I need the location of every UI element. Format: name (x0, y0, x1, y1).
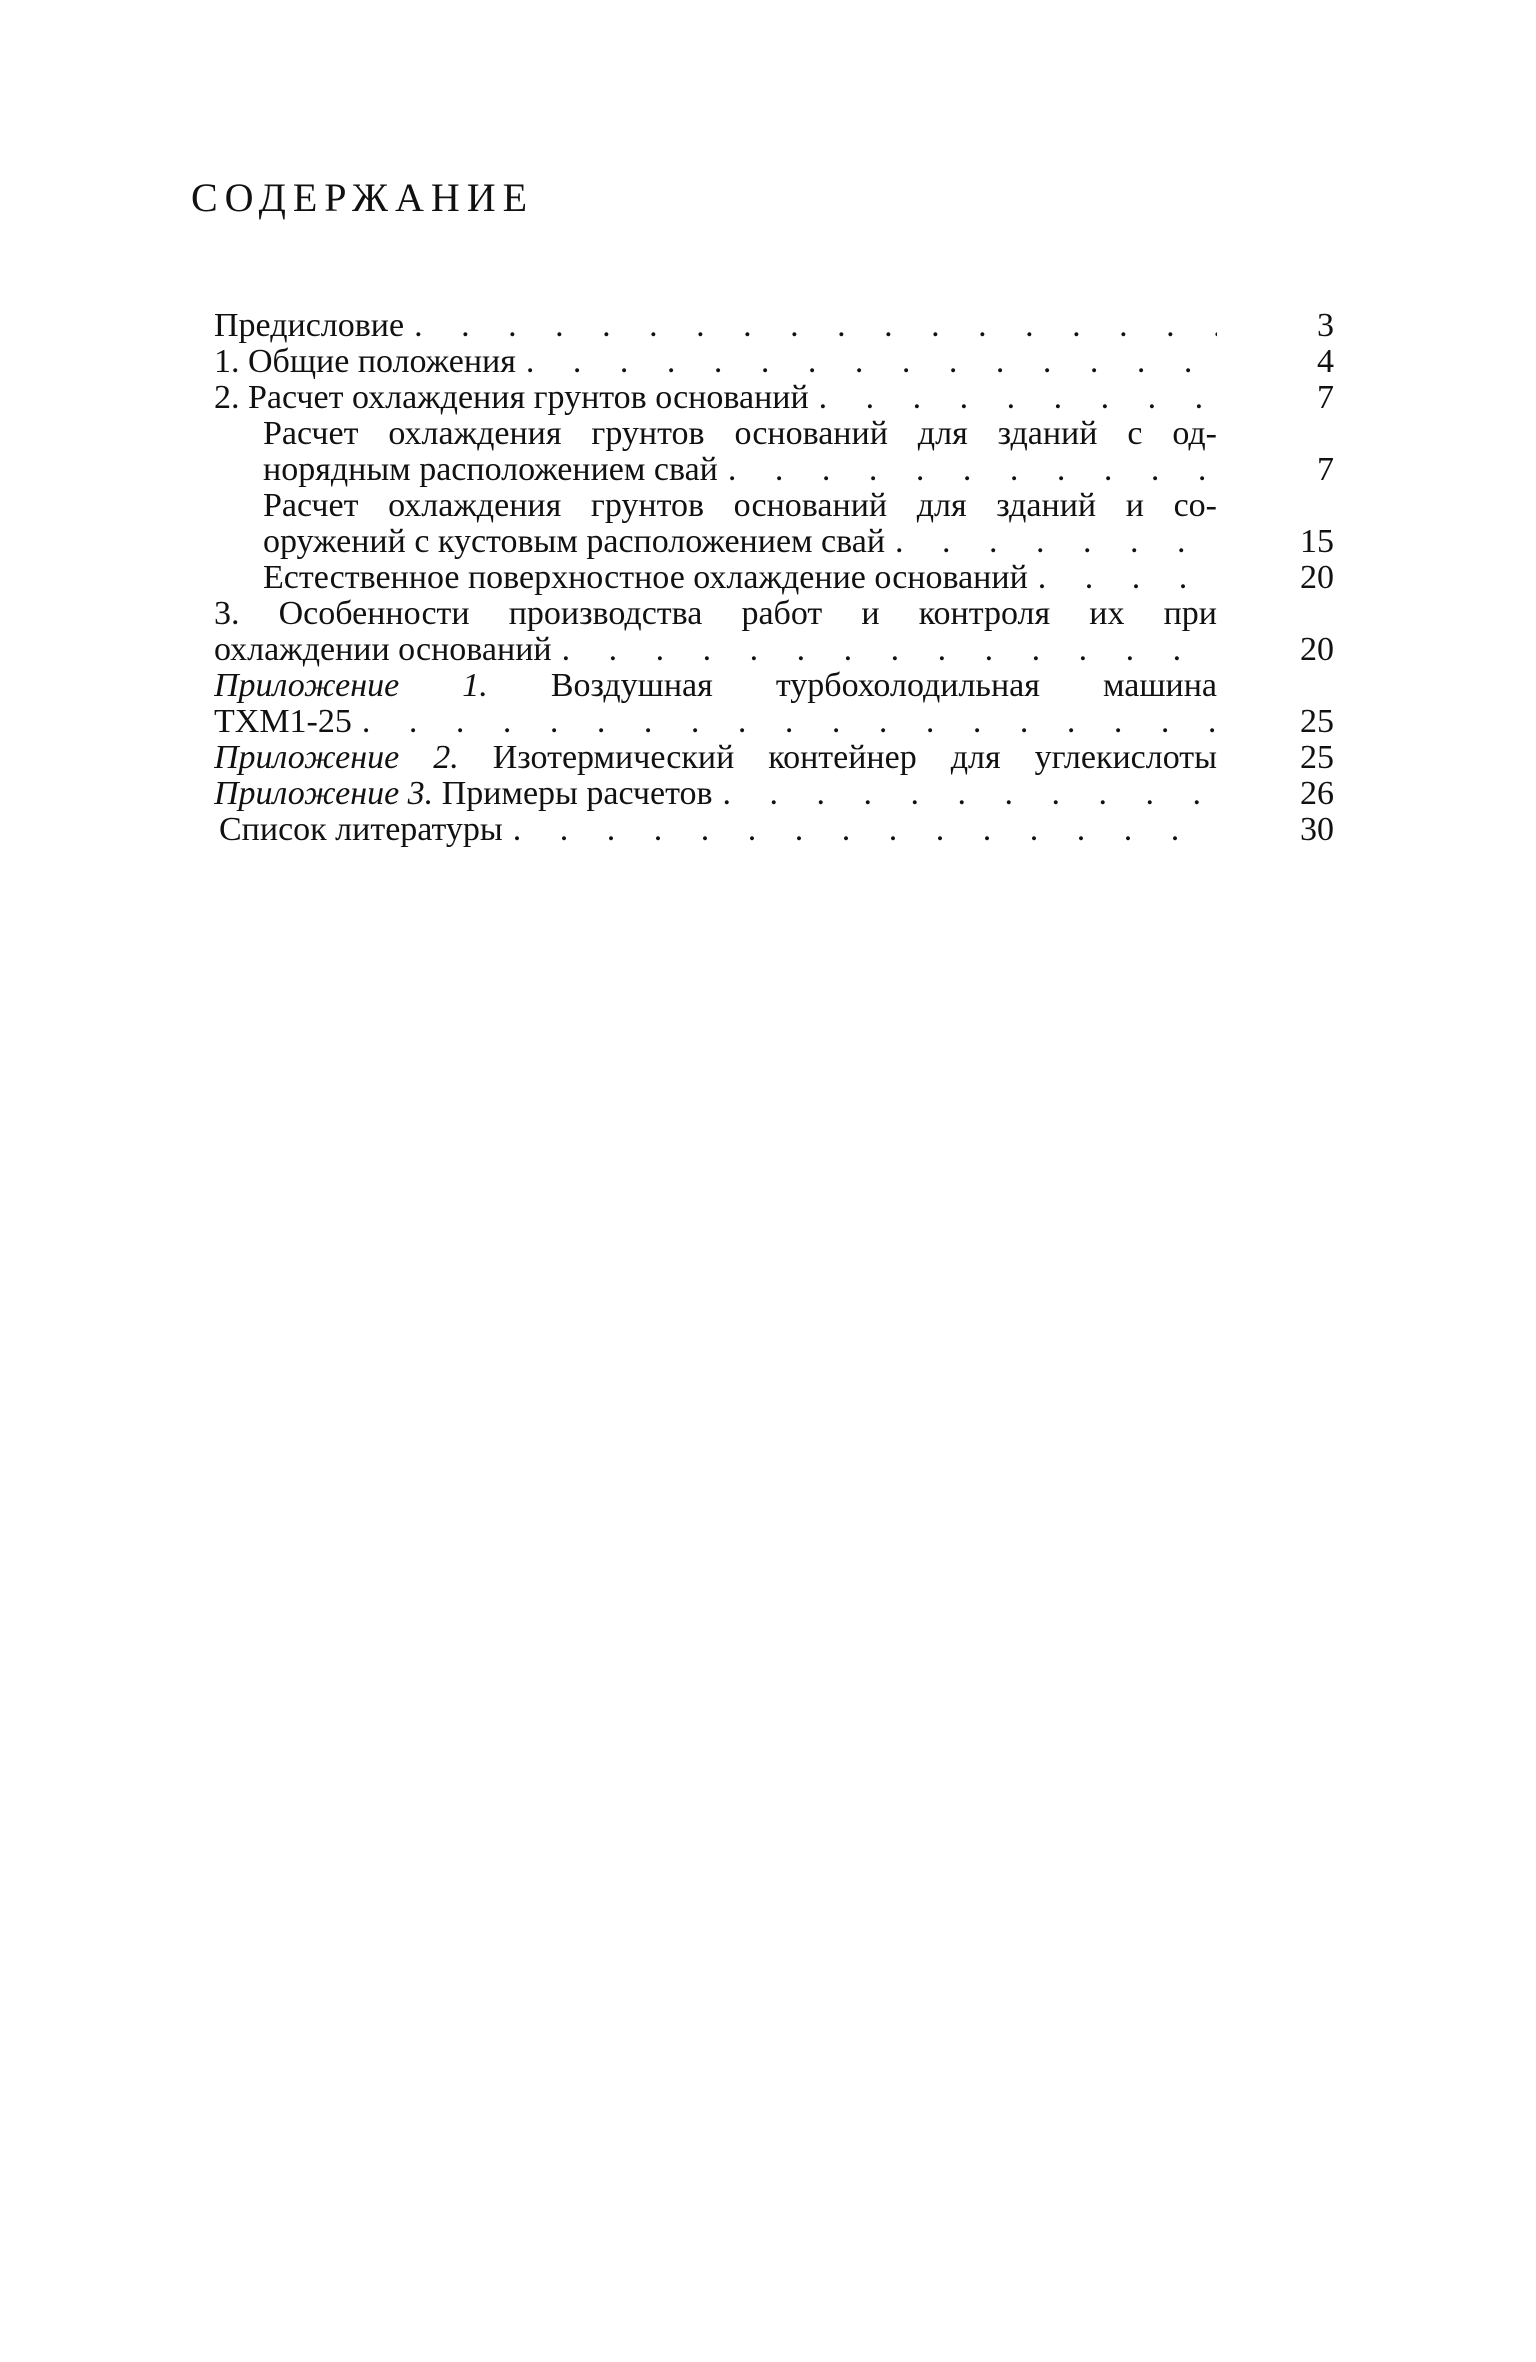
dot-leader (552, 632, 1217, 668)
toc-entry-label: Расчет охлаждения грунтов оснований для зданий с од- (263, 416, 1217, 452)
toc-entry-label: охлаждении оснований (214, 632, 552, 668)
appendix-prefix: Приложение 3. (214, 776, 434, 812)
toc-entry-section-2[interactable] (214, 380, 1334, 416)
dot-leader (885, 524, 1217, 560)
toc-entry-label (214, 668, 1217, 704)
appendix-title: Изотермический контейнер для углекислоты (492, 740, 1217, 776)
toc-entry-single-row-line-2[interactable] (214, 452, 1334, 488)
toc-entry-label: 2. Расчет охлаждения грунтов оснований (214, 380, 809, 416)
toc-page-number: 30 (1300, 811, 1334, 848)
toc-entry-label: Естественное поверхностное охлаждение оснований (263, 560, 1028, 596)
table-of-contents (214, 308, 1334, 848)
toc-entry-appendix-1-line-1[interactable] (214, 668, 1334, 704)
appendix-prefix: Приложение 2. (214, 740, 459, 776)
toc-entry-label: 3. Особенности производства работ и контроля их при (214, 596, 1217, 632)
toc-entry-label: Список литературы (219, 812, 503, 848)
toc-page-number: 4 (1317, 343, 1334, 380)
dot-leader (718, 452, 1217, 488)
dot-leader (713, 776, 1217, 812)
toc-entry-label (214, 740, 1217, 776)
page-title: СОДЕРЖАНИЕ (191, 175, 535, 220)
toc-entry-cluster-line-2[interactable] (214, 524, 1334, 560)
dot-leader (809, 380, 1217, 416)
toc-entry-cluster-line-1[interactable] (214, 488, 1334, 524)
toc-page-number: 3 (1317, 307, 1334, 344)
toc-entry-label: Расчет охлаждения грунтов оснований для зданий и со- (263, 488, 1217, 524)
toc-entry-label: 1. Общие положения (214, 344, 516, 380)
toc-entry-label (214, 776, 713, 812)
toc-entry-appendix-1-line-2[interactable] (214, 704, 1334, 740)
toc-entry-section-3-line-2[interactable] (214, 632, 1334, 668)
toc-entry-natural-cooling[interactable] (214, 560, 1334, 596)
toc-page-number: 20 (1300, 559, 1334, 596)
toc-entry-general[interactable] (214, 344, 1334, 380)
toc-entry-references[interactable] (214, 812, 1334, 848)
toc-entry-single-row-line-1[interactable] (214, 416, 1334, 452)
toc-entry-preface[interactable] (214, 308, 1334, 344)
dot-leader (352, 704, 1217, 740)
toc-entry-label: норядным расположением свай (263, 452, 718, 488)
toc-page-number: 7 (1317, 379, 1334, 416)
toc-page-number: 7 (1317, 451, 1334, 488)
dot-leader (1028, 560, 1217, 596)
toc-entry-appendix-3[interactable] (214, 776, 1334, 812)
toc-entry-label: оружений с кустовым расположением свай (263, 524, 886, 560)
dot-leader (516, 344, 1217, 380)
appendix-prefix: Приложение 1. (214, 668, 488, 704)
toc-entry-label: ТХМ1-25 (214, 704, 352, 740)
toc-page-number: 25 (1300, 703, 1334, 740)
toc-page-number: 15 (1300, 523, 1334, 560)
toc-entry-section-3-line-1[interactable] (214, 596, 1334, 632)
toc-entry-appendix-2[interactable] (214, 740, 1334, 776)
appendix-title: Воздушная турбохолодильная машина (550, 668, 1217, 704)
toc-page-number: 20 (1300, 631, 1334, 668)
dot-leader (503, 812, 1217, 848)
toc-page-number: 26 (1300, 775, 1334, 812)
toc-entry-label: Предисловие (214, 308, 405, 344)
dot-leader (404, 308, 1217, 344)
toc-page-number: 25 (1300, 739, 1334, 776)
appendix-title: Примеры расчетов (441, 776, 713, 812)
